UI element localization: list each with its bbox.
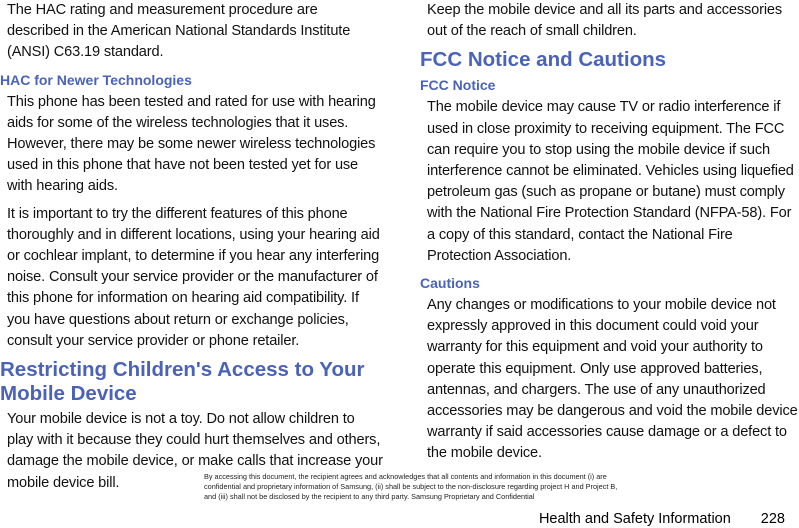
- page-number: 228: [760, 511, 785, 527]
- left-column: [0, 0, 383, 500]
- confidentiality-notice: By accessing this document, the recipient agrees and acknowledges that all contents and information in this document (i) are confidential and proprietary information of Samsung, (ii) shall be subject to the non-disclosure regarding project H and Project B, and (iii) shall not be disclosed by the recipient to any third party. Samsung Proprietary and Confidential: [204, 472, 618, 501]
- not-a-toy-paragraph: Your mobile device is not a toy. Do not allow children to play with it because they could hurt themselves and others, damage the mobile device, or make calls that increase your mobile device bill.: [7, 411, 383, 491]
- keep-away-paragraph: Keep the mobile device and all its parts and accessories out of the reach of small children.: [427, 2, 783, 40]
- page-footer: [539, 511, 785, 528]
- hac-rating-paragraph: The HAC rating and measurement procedure are described in the American National Standards Institute (ANSI) C63.19 standard.: [7, 2, 351, 61]
- footer-section-title: Health and Safety Information: [538, 511, 731, 527]
- fcc-notice-heading: FCC Notice: [420, 77, 496, 94]
- interference-paragraph: The mobile device may cause TV or radio interference if used in close proximity to receiving equipment. The FCC can require you to stop using the mobile device if such interference cannot be eliminated. Vehicles using liquefied petroleum gas (such as propane or butane) must comply with the National Fire Protection Standard (NFPA-58). For a copy of this standard, contact the National Fire Protection Association.: [427, 99, 794, 264]
- right-column: [420, 0, 799, 471]
- important-paragraph: It is important to try the different features of this phone thoroughly and in different locations, using your hearing aid or cochlear implant, to determine if you hear any interfering noise. Consult your service provider or the manufacturer of this phone for information on hearing aid compatibility. If you have questions about return or exchange policies, consult your service provider or phone retailer.: [7, 205, 380, 349]
- cautions-heading: Cautions: [420, 275, 480, 292]
- restricting-children-heading: Restricting Children's Access to Your Mobile Device: [0, 358, 365, 406]
- modifications-paragraph: Any changes or modifications to your mobile device not expressly approved in this document could void your warranty for this equipment and void your authority to operate this equipment. Only use approved batteries, antennas, and chargers. The use of any unauthorized accessories may be dangerous and void the mobile device warranty if said accessories cause damage or a defect to the mobile device.: [427, 297, 798, 462]
- hac-newer-technologies-heading: HAC for Newer Technologies: [0, 71, 192, 88]
- tested-paragraph: This phone has been tested and rated for use with hearing aids for some of the wireless technologies that it uses. However, there may be some newer wireless technologies used in this phone that have not been tested yet for use with hearing aids.: [7, 93, 376, 195]
- fcc-notice-cautions-heading: FCC Notice and Cautions: [420, 48, 667, 72]
